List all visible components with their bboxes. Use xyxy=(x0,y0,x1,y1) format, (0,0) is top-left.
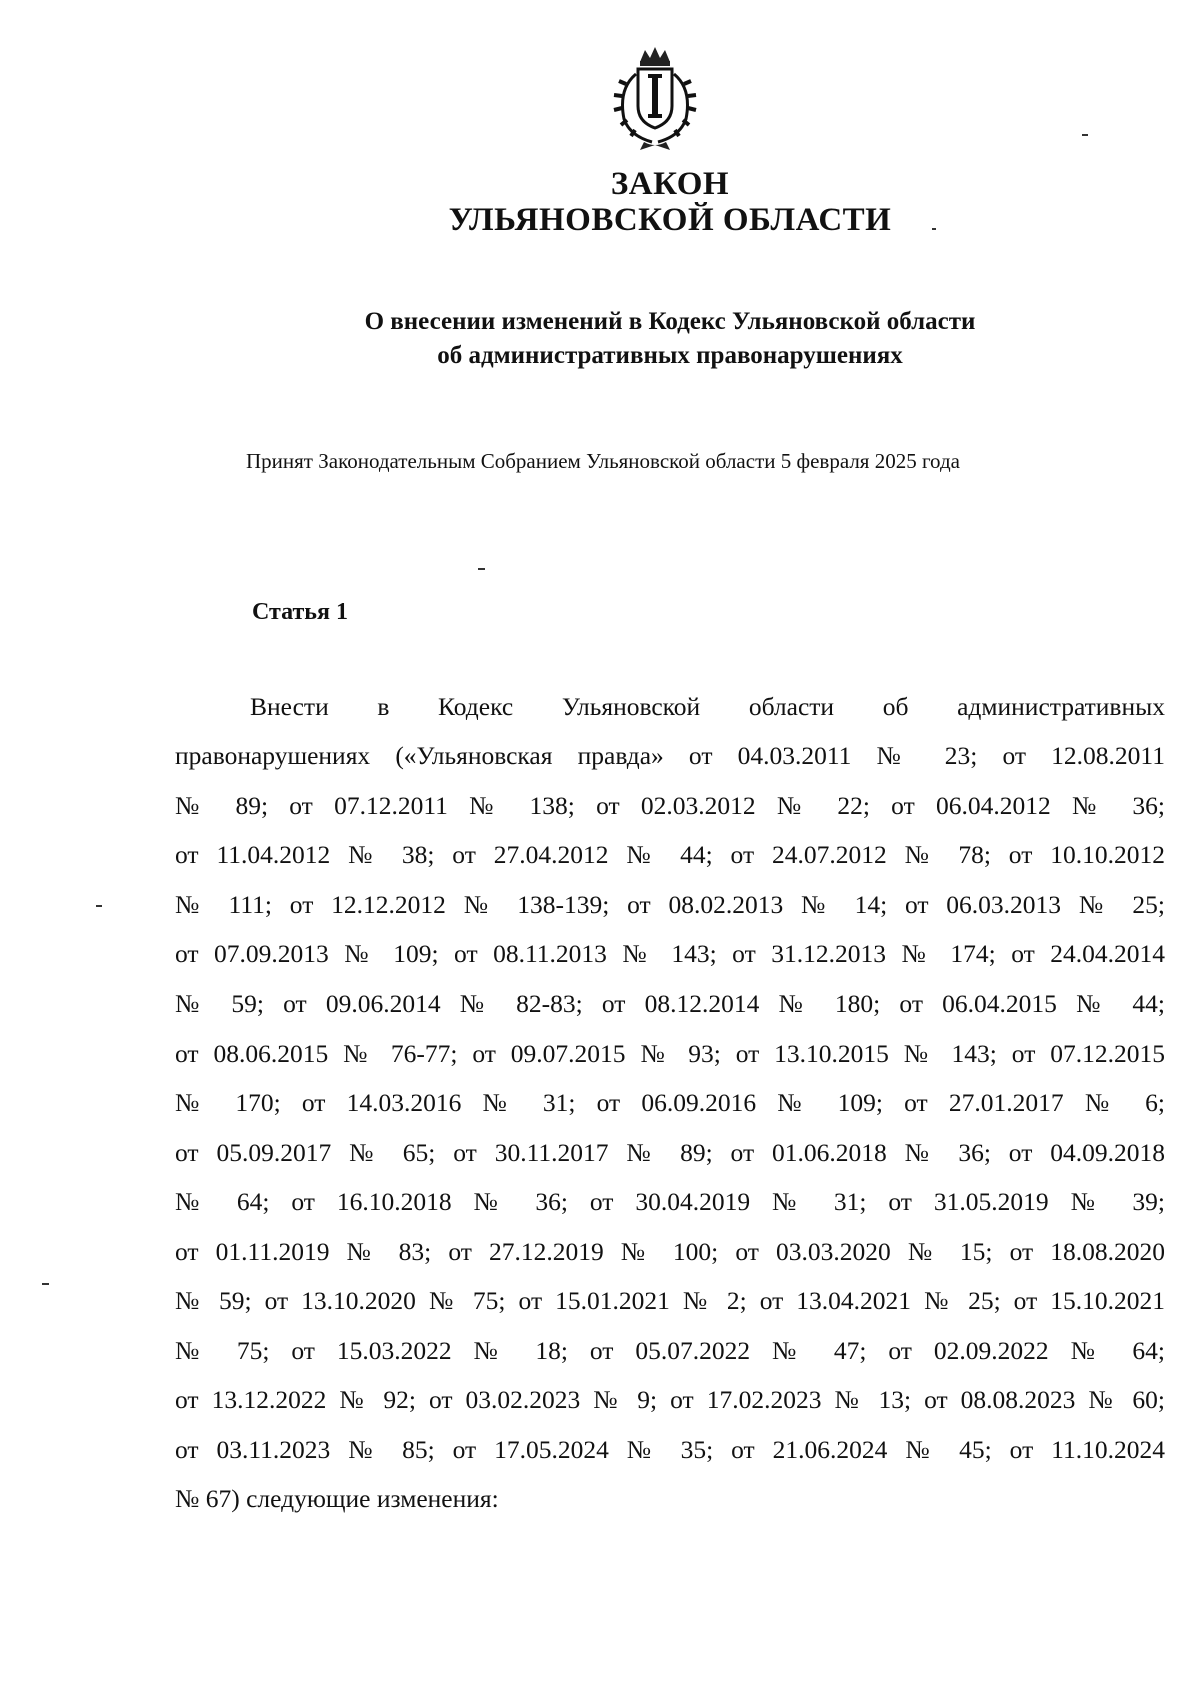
law-subject-line-1: О внесении изменений в Кодекс Ульяновской области xyxy=(364,308,976,335)
adoption-statement: Принят Законодательным Собранием Ульяновской области 5 февраля 2025 года xyxy=(246,449,960,473)
scan-speck xyxy=(478,568,485,570)
body-text-line: от 01.11.2019 № 83; от 27.12.2019 № 100; от 03.03.2020 № 15; от 18.08.2020 xyxy=(175,1237,1165,1266)
body-text-line: от 11.04.2012 № 38; от 27.04.2012 № 44; от 24.07.2012 № 78; от 10.10.2012 xyxy=(175,840,1165,869)
body-text-line: правонарушениях («Ульяновская правда» от 04.03.2011 № 23; от 12.08.2011 xyxy=(175,741,1165,770)
body-text-line: № 89; от 07.12.2011 № 138; от 02.03.2012 № 22; от 06.04.2012 № 36; xyxy=(175,791,1165,820)
body-text-line: № 67) следующие изменения: xyxy=(175,1484,499,1513)
coat-of-arms-emblem xyxy=(600,44,710,154)
article-heading: Статья 1 xyxy=(252,599,348,625)
law-subject-line-2: об административных правонарушениях xyxy=(437,342,903,369)
scan-speck xyxy=(42,1283,49,1285)
body-text-line: № 64; от 16.10.2018 № 36; от 30.04.2019 № 31; от 31.05.2019 № 39; xyxy=(175,1187,1165,1216)
body-text-line: № 170; от 14.03.2016 № 31; от 06.09.2016 № 109; от 27.01.2017 № 6; xyxy=(175,1088,1165,1117)
scan-speck xyxy=(1082,134,1088,136)
scan-speck xyxy=(932,228,936,230)
body-text-line: № 59; от 13.10.2020 № 75; от 15.01.2021 № 2; от 13.04.2021 № 25; от 15.10.2021 xyxy=(175,1286,1165,1315)
body-text-line: от 13.12.2022 № 92; от 03.02.2023 № 9; от 17.02.2023 № 13; от 08.08.2023 № 60; xyxy=(175,1385,1165,1414)
document-type-title: ЗАКОН xyxy=(610,166,730,202)
body-text-line: № 59; от 09.06.2014 № 82-83; от 08.12.2014 № 180; от 06.04.2015 № 44; xyxy=(175,989,1165,1018)
body-text-line: от 05.09.2017 № 65; от 30.11.2017 № 89; от 01.06.2018 № 36; от 04.09.2018 xyxy=(175,1138,1165,1167)
body-text-line: № 111; от 12.12.2012 № 138-139; от 08.02.2013 № 14; от 06.03.2013 № 25; xyxy=(175,890,1165,919)
body-text-line: № 75; от 15.03.2022 № 18; от 05.07.2022 № 47; от 02.09.2022 № 64; xyxy=(175,1336,1165,1365)
scan-speck xyxy=(96,905,102,907)
body-text-line: от 03.11.2023 № 85; от 17.05.2024 № 35; от 21.06.2024 № 45; от 11.10.2024 xyxy=(175,1435,1165,1464)
body-text-line: от 08.06.2015 № 76-77; от 09.07.2015 № 93; от 13.10.2015 № 143; от 07.12.2015 xyxy=(175,1039,1165,1068)
body-text-line: от 07.09.2013 № 109; от 08.11.2013 № 143; от 31.12.2013 № 174; от 24.04.2014 xyxy=(175,939,1165,968)
region-title: УЛЬЯНОВСКОЙ ОБЛАСТИ xyxy=(448,202,892,238)
body-text-line: Внести в Кодекс Ульяновской области об административных xyxy=(250,692,1165,721)
